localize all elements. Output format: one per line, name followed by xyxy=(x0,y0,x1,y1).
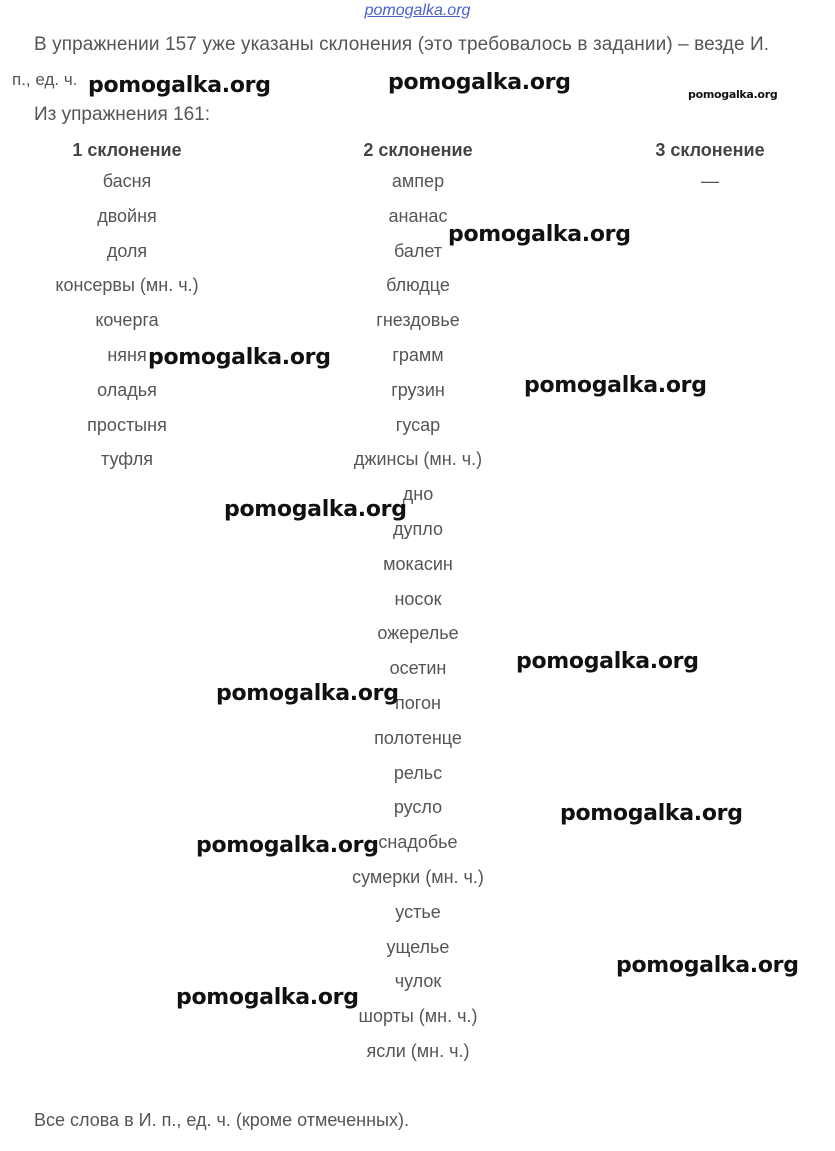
footer-note: Все слова в И. п., ед. ч. (кроме отмеченных). xyxy=(34,1110,409,1130)
list-item: русло xyxy=(393,797,443,818)
list-item: дупло xyxy=(393,518,443,539)
list-item: полотенце xyxy=(374,727,462,748)
watermark: pomogalka.org xyxy=(448,222,631,247)
watermark: pomogalka.org xyxy=(88,73,271,98)
list-item: ущелье xyxy=(386,936,450,957)
list-item: рельс xyxy=(393,762,443,783)
watermark: pomogalka.org xyxy=(216,681,399,706)
list-item: простыня xyxy=(87,414,167,435)
list-item: няня xyxy=(107,344,147,365)
watermark: pomogalka.org xyxy=(516,649,699,674)
word-list xyxy=(610,164,810,199)
list-item: снадобье xyxy=(378,832,458,853)
watermark: pomogalka.org xyxy=(148,345,331,370)
list-item: балет xyxy=(393,240,443,261)
list-item: грамм xyxy=(392,344,444,365)
declension-column-1 xyxy=(27,136,227,477)
exercise-source-label: Из упражнения 161: xyxy=(34,104,210,125)
watermark: pomogalka.org xyxy=(688,88,778,101)
watermark: pomogalka.org xyxy=(196,833,379,858)
list-item: ясли (мн. ч.) xyxy=(366,1040,470,1061)
list-item: гнездовье xyxy=(376,310,460,331)
site-header-link[interactable]: pomogalka.org xyxy=(364,2,471,19)
list-item: доля xyxy=(106,240,148,261)
list-item: погон xyxy=(395,692,441,713)
list-item: шорты (мн. ч.) xyxy=(358,1006,478,1027)
list-item: мокасин xyxy=(383,553,453,574)
list-item: носок xyxy=(394,588,442,609)
watermark: pomogalka.org xyxy=(388,70,571,95)
watermark: pomogalka.org xyxy=(176,985,359,1010)
watermark: pomogalka.org xyxy=(560,801,743,826)
list-item: джинсы (мн. ч.) xyxy=(353,449,483,470)
column-heading: 3 склонение xyxy=(655,140,765,160)
list-item: сумерки (мн. ч.) xyxy=(352,866,484,887)
list-item: блюдце xyxy=(386,275,450,296)
word-list xyxy=(318,164,518,1069)
list-item: ампер xyxy=(391,171,445,191)
list-item: устье xyxy=(395,901,441,922)
list-item: — xyxy=(701,171,719,191)
list-item: двойня xyxy=(97,205,157,226)
declension-column-3 xyxy=(610,136,810,199)
watermark: pomogalka.org xyxy=(524,373,707,398)
list-item: туфля xyxy=(101,449,153,470)
intro-text-line-2: п., ед. ч. xyxy=(12,70,78,89)
list-item: осетин xyxy=(389,658,447,679)
list-item: консервы (мн. ч.) xyxy=(55,275,199,296)
list-item: оладья xyxy=(97,379,157,400)
intro-text-line-1: В упражнении 157 уже указаны склонения (это требовалось в задании) – везде И. xyxy=(34,34,770,55)
watermark: pomogalka.org xyxy=(616,953,799,978)
list-item: ожерелье xyxy=(377,623,459,644)
list-item: чулок xyxy=(394,971,442,992)
watermark: pomogalka.org xyxy=(224,497,407,522)
list-item: кочерга xyxy=(95,310,159,331)
word-list xyxy=(27,164,227,477)
list-item: басня xyxy=(102,171,152,191)
column-heading: 1 склонение xyxy=(72,140,182,160)
declension-column-2 xyxy=(318,136,518,1069)
list-item: гусар xyxy=(395,414,441,435)
list-item: дно xyxy=(402,484,434,505)
column-heading: 2 склонение xyxy=(363,140,473,160)
list-item: ананас xyxy=(388,205,448,226)
list-item: грузин xyxy=(391,379,445,400)
